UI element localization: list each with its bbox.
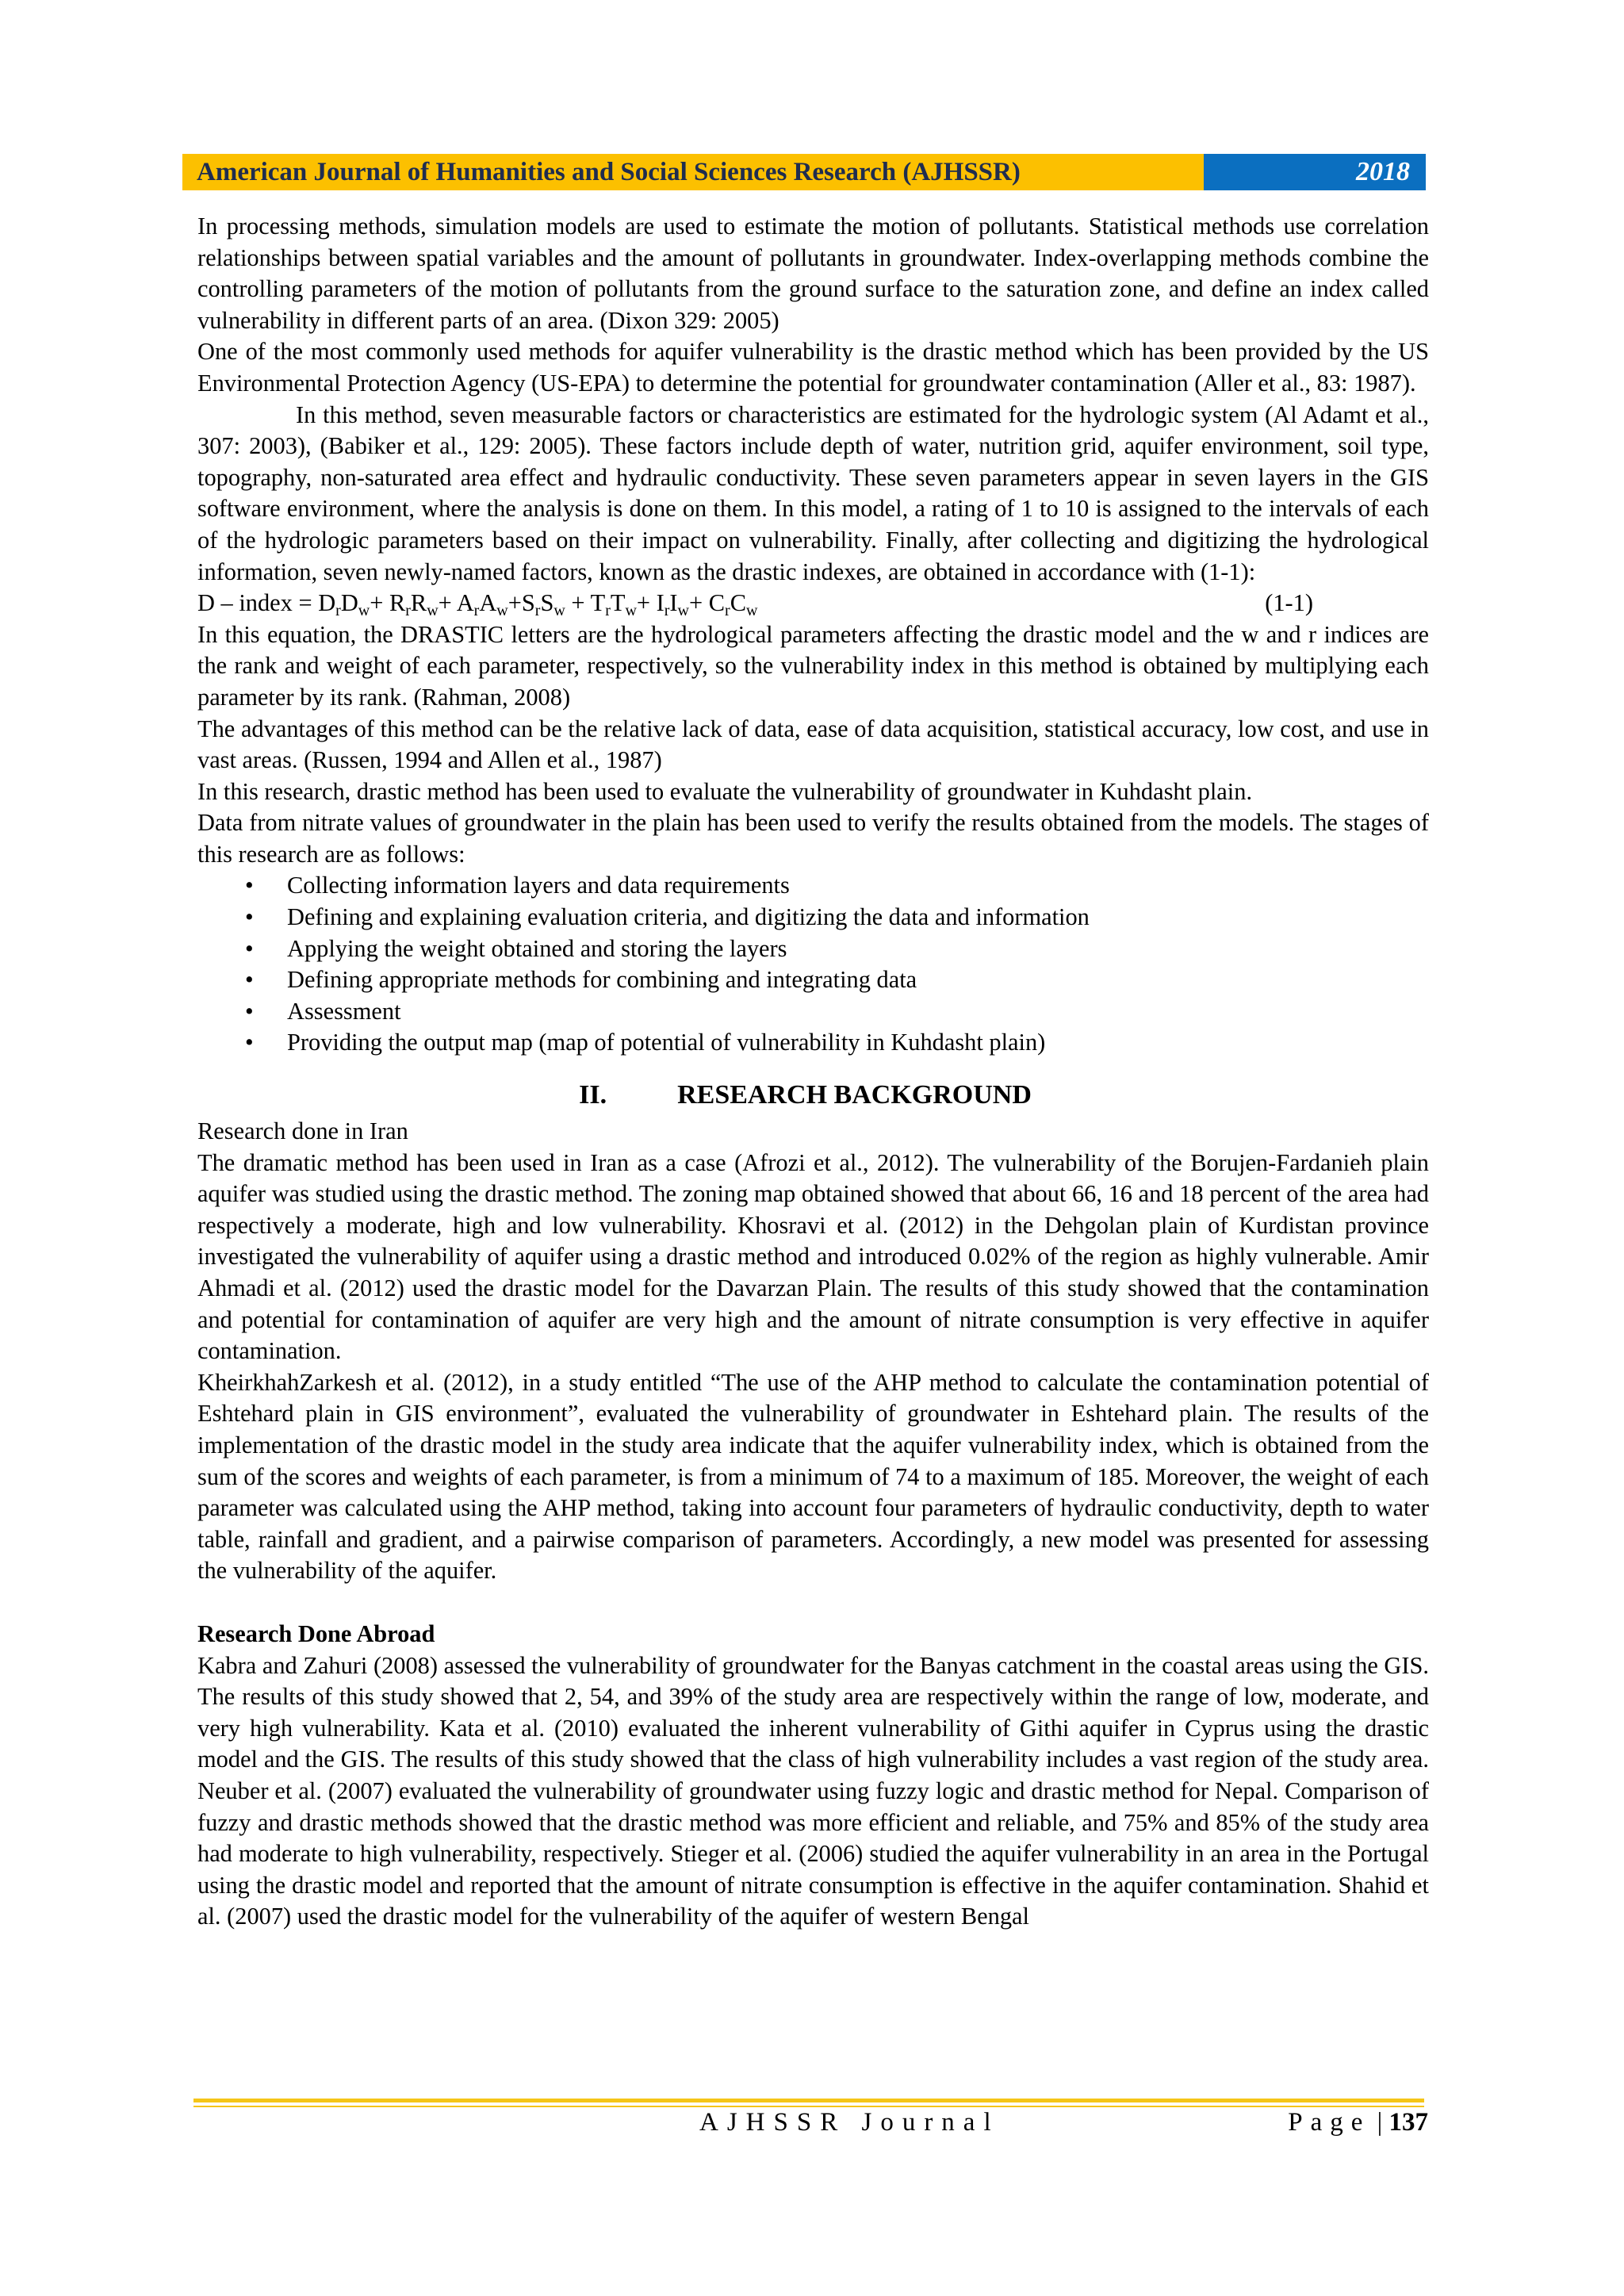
list-item-text: Defining and explaining evaluation criteria, and digitizing the data and information: [287, 903, 1090, 931]
bullet-icon: •: [245, 997, 254, 1025]
page-number: 137: [1388, 2108, 1428, 2137]
subheading-iran: Research done in Iran: [197, 1117, 408, 1145]
bullet-icon: •: [245, 1029, 254, 1056]
list-item: [197, 933, 1429, 965]
list-item-text: Applying the weight obtained and storing the layers: [287, 934, 787, 962]
paragraph: The advantages of this method can be the relative lack of data, ease of data acquisition, statistical accuracy, low cost, and use in vast areas. (Russen, 1994 and Allen et al., 1987): [197, 715, 1429, 774]
section-heading: [197, 1079, 1429, 1111]
section-title: RESEARCH BACKGROUND: [677, 1080, 1032, 1110]
bullet-icon: •: [245, 966, 254, 994]
list-item: [197, 996, 1429, 1028]
equation: D – index = $D_rD_w+ R_rR_w+ A_rA_w+S_rS_w + T_rT_w+ I_rI_w+ C_rC_w$: [197, 589, 758, 620]
equation-prefix: D – index =: [197, 589, 319, 617]
stages-list: [197, 870, 1429, 1059]
paragraph: In this method, seven measurable factors or characteristics are estimated for the hydrologic system (Al Adamt et al., 307: 2003), (Babiker et al., 129: 2005). These factors include depth of water, nutrition grid, aquifer environment, soil type, topography, non-saturated area effect and hydraulic conductivity. These seven parameters appear in seven layers in the GIS software environment, where the analysis is done on them. In this model, a rating of 1 to 10 is assigned to the intervals of each of the hydrologic parameters based on their impact on vulnerability. Finally, after collecting and digitizing the hydrological information, seven newly-named factors, known as the drastic indexes, are obtained in accordance with (1-1):: [197, 401, 1429, 585]
paragraph: Data from nitrate values of groundwater in the plain has been used to verify the results obtained from the models. The stages of this research are as follows:: [197, 809, 1429, 868]
article-body: [197, 211, 1429, 1933]
journal-year: 2018: [1204, 154, 1426, 190]
list-item: [197, 964, 1429, 996]
equation-number: (1-1): [1265, 589, 1313, 617]
page-separator: |: [1377, 2108, 1383, 2137]
subheading-abroad: Research Done Abroad: [197, 1619, 435, 1647]
footer-page: [1288, 2108, 1428, 2137]
spacer: [197, 1587, 1429, 1619]
bullet-icon: •: [245, 934, 254, 962]
paragraph: One of the most commonly used methods for aquifer vulnerability is the drastic method which has been provided by the US Environmental Protection Agency (US-EPA) to determine the potential for groundwater contamination (Aller et al., 83: 1987).: [197, 338, 1429, 397]
section-number: II.: [579, 1080, 607, 1110]
bullet-icon: •: [245, 872, 254, 899]
footer-rule: [193, 2099, 1424, 2102]
list-item-text: Assessment: [287, 997, 401, 1025]
list-item: [197, 1027, 1429, 1059]
bullet-icon: •: [245, 903, 254, 931]
paragraph: In this research, drastic method has been used to evaluate the vulnerability of groundwater in Kuhdasht plain.: [197, 777, 1253, 805]
list-item-text: Collecting information layers and data requirements: [287, 872, 790, 899]
journal-title: American Journal of Humanities and Social Sciences Research (AJHSSR): [182, 154, 1204, 190]
journal-header: [182, 154, 1426, 190]
list-item: [197, 902, 1429, 933]
paragraph: In this equation, the DRASTIC letters are the hydrological parameters affecting the drastic model and the w and r indices are the rank and weight of each parameter, respectively, so the vulnerability index in this method is obtained by multiplying each parameter by its rank. (Rahman, 2008): [197, 620, 1429, 711]
equation-line: [197, 588, 1429, 619]
paragraph: Kabra and Zahuri (2008) assessed the vulnerability of groundwater for the Banyas catchment in the coastal areas using the GIS. The results of this study showed that 2, 54, and 39% of the study area are respectively within the range of low, moderate, and very high vulnerability. Kata et al. (2010) evaluated the inherent vulnerability of Githi aquifer in Cyprus using the drastic model and the GIS. The results of this study showed that the class of high vulnerability includes a vast region of the study area. Neuber et al. (2007) evaluated the vulnerability of groundwater using fuzzy logic and drastic method for Nepal. Comparison of fuzzy and drastic methods showed that the drastic method was more efficient and reliable, and 75% and 85% of the study area had moderate to high vulnerability, respectively. Stieger et al. (2006) studied the aquifer vulnerability in an area in the Portugal using the drastic model and reported that the amount of nitrate consumption is effective in the aquifer contamination. Shahid et al. (2007) used the drastic model for the vulnerability of the aquifer of western Bengal: [197, 1651, 1429, 1930]
paragraph: The dramatic method has been used in Iran as a case (Afrozi et al., 2012). The vulnerability of the Borujen-Fardanieh plain aquifer was studied using the drastic method. The zoning map obtained showed that about 66, 16 and 18 percent of the area had respectively a moderate, high and low vulnerability. Khosravi et al. (2012) in the Dehgolan plain of Kurdistan province investigated the vulnerability of aquifer using a drastic method and introduced 0.02% of the region as highly vulnerable. Amir Ahmadi et al. (2012) used the drastic model for the Davarzan Plain. The results of this study showed that the contamination and potential for contamination of aquifer are very high and the amount of nitrate consumption is very effective in aquifer contamination.: [197, 1148, 1429, 1365]
list-item-text: Defining appropriate methods for combining and integrating data: [287, 966, 917, 994]
footer-journal: AJHSSR Journal: [699, 2108, 1000, 2137]
paragraph: In processing methods, simulation models are used to estimate the motion of pollutants. Statistical methods use correlation relationships between spatial variables and the amount of pollutants in groundwater. Index-overlapping methods combine the controlling parameters of the motion of pollutants from the ground surface to the saturation zone, and define an index called vulnerability in different parts of an area. (Dixon 329: 2005): [197, 213, 1429, 334]
paragraph: KheirkhahZarkesh et al. (2012), in a study entitled “The use of the AHP method to calculate the contamination potential of Eshtehard plain in GIS environment”, evaluated the vulnerability of groundwater in Eshtehard plain. The results of the implementation of the drastic model in the study area indicate that the aquifer vulnerability index, which is obtained from the sum of the scores and weights of each parameter, is from a minimum of 74 to a maximum of 185. Moreover, the weight of each parameter was calculated using the AHP method, taking into account four parameters of hydraulic conductivity, depth to water table, rainfall and gradient, and a pairwise comparison of parameters. Accordingly, a new model was presented for assessing the vulnerability of the aquifer.: [197, 1368, 1429, 1585]
footer-rule-thin: [193, 2106, 1424, 2107]
list-item: [197, 870, 1429, 902]
list-item-text: Providing the output map (map of potential of vulnerability in Kuhdasht plain): [287, 1029, 1046, 1056]
page-label: Page: [1288, 2108, 1371, 2137]
